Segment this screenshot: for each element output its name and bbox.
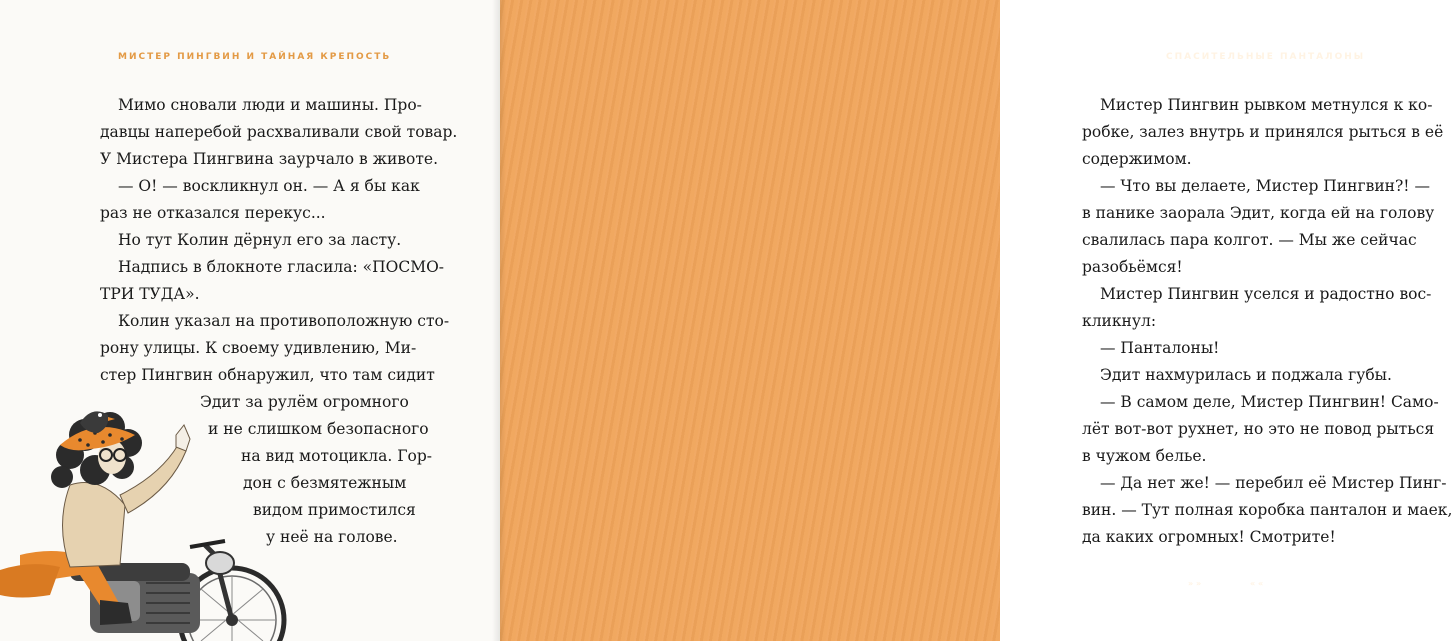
left-text-line: у неё на голове. — [266, 528, 398, 546]
right-text-line: вин. — Тут полная коробка панталон и маек, — [1082, 501, 1452, 519]
left-text-line: — О! — воскликнул он. — А я бы как — [118, 177, 420, 195]
left-text-line: дон с безмятежным — [243, 474, 407, 492]
right-text-line: — В самом деле, Мистер Пингвин! Само- — [1100, 393, 1439, 411]
right-text-line: содержимом. — [1082, 150, 1192, 168]
left-text-line: стер Пингвин обнаружил, что там сидит — [100, 366, 435, 384]
left-text-line: Колин указал на противоположную сто- — [118, 312, 450, 330]
right-text-line: — Что вы делаете, Мистер Пингвин?! — — [1100, 177, 1430, 195]
left-text-line: давцы наперебой расхваливали свой товар. — [100, 123, 458, 141]
right-page — [500, 0, 1452, 641]
left-text-line: Надпись в блокноте гласила: «ПОСМО- — [118, 258, 445, 276]
left-text-line: У Мистера Пингвина заурчало в животе. — [100, 150, 439, 168]
right-text-line: в панике заорала Эдит, когда ей на голову — [1082, 204, 1435, 222]
woman-on-motorcycle-illustration — [0, 395, 290, 641]
folio-marks-right: « « — [1250, 579, 1264, 588]
right-text-line: кликнул: — [1082, 312, 1157, 330]
page-folio — [1180, 578, 1271, 589]
right-text-line: Мистер Пингвин уселся и радостно вос- — [1100, 285, 1432, 303]
left-text-line: Мимо сновали люди и машины. Про- — [118, 96, 422, 114]
right-text-line: да каких огромных! Смотрите! — [1082, 528, 1336, 546]
folio-marks-left: » » — [1188, 579, 1202, 588]
right-text-line: Эдит нахмурилась и поджала губы. — [1100, 366, 1392, 384]
book-gutter — [492, 0, 506, 641]
left-page — [0, 0, 500, 641]
right-text-line: разобьёмся! — [1082, 258, 1183, 276]
right-running-head: СПАСИТЕЛЬНЫЕ ПАНТАЛОНЫ — [1166, 52, 1366, 62]
right-text-line: лёт вот-вот рухнет, но это не повод рыться — [1082, 420, 1435, 438]
left-text-line: на вид мотоцикла. Гор- — [241, 447, 433, 465]
left-running-head: МИСТЕР ПИНГВИН И ТАЙНАЯ КРЕПОСТЬ — [118, 52, 392, 62]
right-text-line: робке, залез внутрь и принялся рыться в её — [1082, 123, 1444, 141]
right-text-line: в чужом белье. — [1082, 447, 1207, 465]
right-text-line: свалилась пара колгот. — Мы же сейчас — [1082, 231, 1417, 249]
left-text-line: раз не отказался перекус... — [100, 204, 326, 222]
left-text-line: рону улицы. К своему удивлению, Ми- — [100, 339, 417, 357]
page-number: 59 — [1218, 578, 1233, 589]
left-text-line: ТРИ ТУДА». — [100, 285, 200, 303]
left-text-line: Эдит за рулём огромного — [200, 393, 409, 411]
left-text-line: видом примостился — [253, 501, 416, 519]
right-text-line: — Да нет же! — перебил её Мистер Пинг- — [1100, 474, 1447, 492]
right-text-line: — Панталоны! — [1100, 339, 1220, 357]
left-text-line: Но тут Колин дёрнул его за ласту. — [118, 231, 402, 249]
left-text-line: и не слишком безопасного — [208, 420, 429, 438]
right-text-line: Мистер Пингвин рывком метнулся к ко- — [1100, 96, 1433, 114]
